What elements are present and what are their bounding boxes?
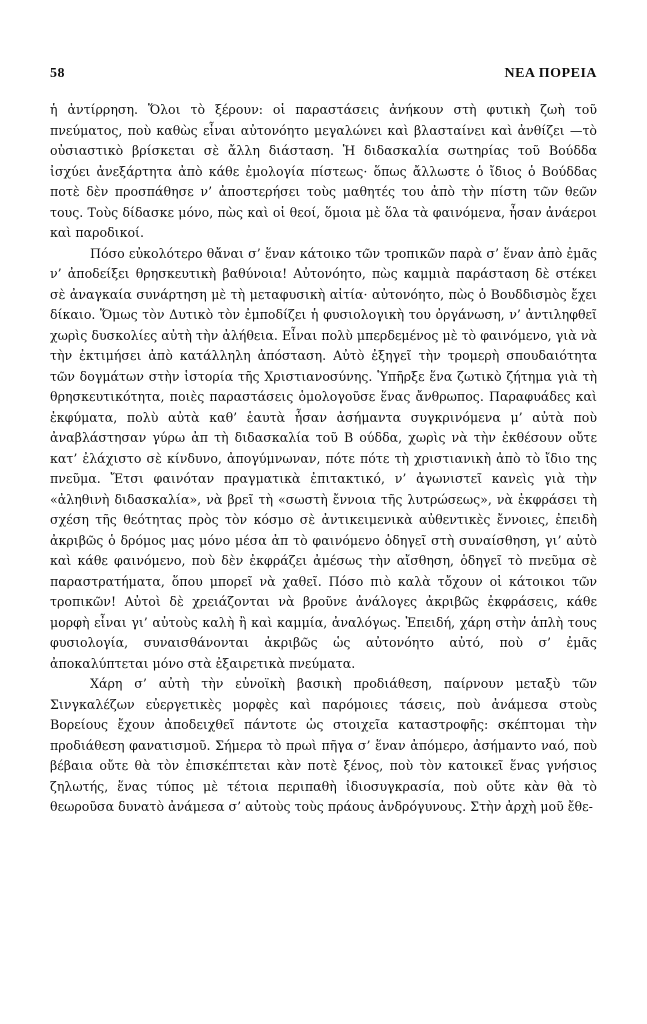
body-text bbox=[50, 100, 597, 818]
running-header bbox=[50, 66, 597, 82]
paragraph-3: Χάρη σ’ αὐτὴ τὴν εὐνοϊκὴ βασικὴ προδιάθεση, παίρνουν μεταξὺ τῶν Σινγκαλέζων εὐεργετικὲς μορφὲς καὶ παρόμοιες τάσεις, ποὺ ἀνάμεσα στοὺς Βορείους ἔχουν ἀποδειχθεῖ πάντοτε ὡς στοιχεῖα καταστροφῆς: σκέπτομαι τὴν προδιάθεση φανατισμοῦ. Σήμερα τὸ πρωὶ πῆγα σ’ ἕναν ἀπόμερο, ἀσήμαντο ναό, ποὺ βέβαια οὔτε θὰ τὸν ἐπισκέπτεται κὰν ποτὲ ξένος, ποὺ τὸν κατοικεῖ ἕνας γνήσιος ζηλωτής, ἕνας τύπος μὲ τέτοια περιπαθὴ ἰδιοσυγκρασία, ποὺ οὔτε κὰν θὰ τὸ θεωροῦσα δυνατὸ ἀνάμεσα σ’ αὐτοὺς τοὺς πράους ἀνδρόγυνους. Στὴν ἀρχὴ μοῦ ἔθε- bbox=[50, 676, 597, 814]
page-number: 58 bbox=[50, 66, 65, 81]
journal-title: ΝΕΑ ΠΟΡΕΙΑ bbox=[504, 66, 597, 81]
paragraph-2: Πόσο εὐκολότερο θἄναι σ’ ἕναν κάτοικο τῶν τροπικῶν παρὰ σ’ ἕναν ἀπὸ ἐμᾶς ν’ ἀποδείξει θρησκευτικὴ βαθύνοια! Αὐτονόητο, πὼς καμμιὰ παράσταση δὲ στέκει σὲ ἀναγκαία συνάρτηση μὲ τὴ μεταφυσικὴ αἰτία· αὐτονόητο, πὼς ὁ Βουδδισμὸς ἔχει δίκαιο. Ὅμως τὸν Δυτικὸ τὸν ἐμποδίζει ἡ φυσιολογικὴ του ὀργάνωση, ν’ ἀντιληφθεῖ χωρὶς δυσκολίες αὐτὴ τὴν ἀλήθεια. Εἶναι πολὺ μπερδεμένος μὲ τὸ φαινόμενο, γιὰ νὰ τὴν ἐκτιμήσει ἀπὸ κατάλληλη ἀπόσταση. Αὐτὸ ἐξηγεῖ τὴν τρομερὴ σπουδαιότητα τῶν δογμάτων στὴν ἱστορία τῆς Χριστιανοσύνης. Ὑπῆρξε ἕνα ζωτικὸ ζήτημα γιὰ τὴ θρησκευτικότητα, ποιὲς παραστάσεις ὁμολογοῦσε ἕνας ἄνθρωπος. Παραφυάδες καὶ ἐκφύματα, πολὺ αὐτὰ καθ’ ἑαυτὰ ἦσαν ἀσήμαντα συγκρινόμενα μ’ αὐτὰ ποὺ ἀναβλάστησαν γύρω ἀπ τὴ διδασκαλία τοῦ Β ούδδα, χωρὶς νὰ τὴν ἐκθέσουν οὔτε κατ’ ἐλάχιστο σὲ κίνδυνο, ἀπογύμνωναν, πότε πότε τὴ χριστιανικὴ ἀπὸ τὸ ἴδιο της πνεῦμα. Ἔτσι φαινόταν πραγματικὰ ἐπιτακτικό, ν’ ἀγωνιστεῖ κανεὶς γιὰ τὴν «ἀληθινὴ διδασκαλία», νὰ βρεῖ τὴ «σωστὴ ἔννοια τῆς λυτρώσεως», νὰ ἐκφράσει τὴ σχέση τῆς θεότητας πρὸς τὸν κόσμο σὲ ἀντικειμενικὰ αὐθεντικὲς ἔννοιες, ἐπειδὴ ἀκριβῶς ὁ δρόμος μας μόνο μέσα ἀπ τὸ φαινόμενο ὁδηγεῖ στὴ συναίσθηση, γι’ αὐτὸ καὶ κάθε φαινόμενο, ποὺ δὲν ἐκφράζει ἀμέσως τὴν αἴσθηση, ὁδηγεῖ τὸ πνεῦμα σὲ παραστρατήματα, ὅπου μπορεῖ νὰ χαθεῖ. Πόσο πιὸ καλὰ τὄχουν οἱ κάτοικοι τῶν τροπικῶν! Αὐτοὶ δὲ χρειάζονται νὰ βροῦνε ἀνάλογες ἀκριβῶς ἐκφράσεις, κάθε μορφὴ εἶναι γι’ αὐτοὺς καλὴ ἢ καὶ καμμία, ἀναλόγως. Ἐπειδή, χάρη στὴν ἁπλὴ τους φυσιολογία, συναισθάνονται ἀκριβῶς ὡς αὐτονόητο αὐτό, ποὺ σ’ ἐμᾶς ἀποκαλύπτεται μόνο στὰ ἐξαιρετικὰ πνεύματα. bbox=[50, 245, 597, 671]
paragraph-1: ἡ ἀντίρρηση. Ὅλοι τὸ ξέρουν: οἱ παραστάσεις ἀνήκουν στὴ φυτικὴ ζωὴ τοῦ πνεύματος, ποὺ καθὼς εἶναι αὐτονόητο μεγαλώνει καὶ βλασταίνει καὶ ἀνθίζει —τὸ οὐσιαστικὸ βρίσκεται σὲ ἄλλη διάσταση. Ἡ διδασκαλία σωτηρίας τοῦ Βούδδα ἰσχύει ἀνεξάρτητα ἀπὸ κάθε ἐμολογία πίστεως· ὅπως ἄλλωστε ὁ ἴδιος ὁ Βούδδας ποτὲ δὲν προσπάθησε ν’ ἀποστερήσει τοὺς μαθητές του ἀπὸ τὴν πίστη τῶν θεῶν τους. Τοὺς δίδασκε μόνο, πὼς καὶ οἱ θεοί, ὅμοια μὲ ὅλα τὰ φαινόμενα, ἦσαν ἀνάεροι καὶ παροδικοί. bbox=[50, 102, 597, 240]
